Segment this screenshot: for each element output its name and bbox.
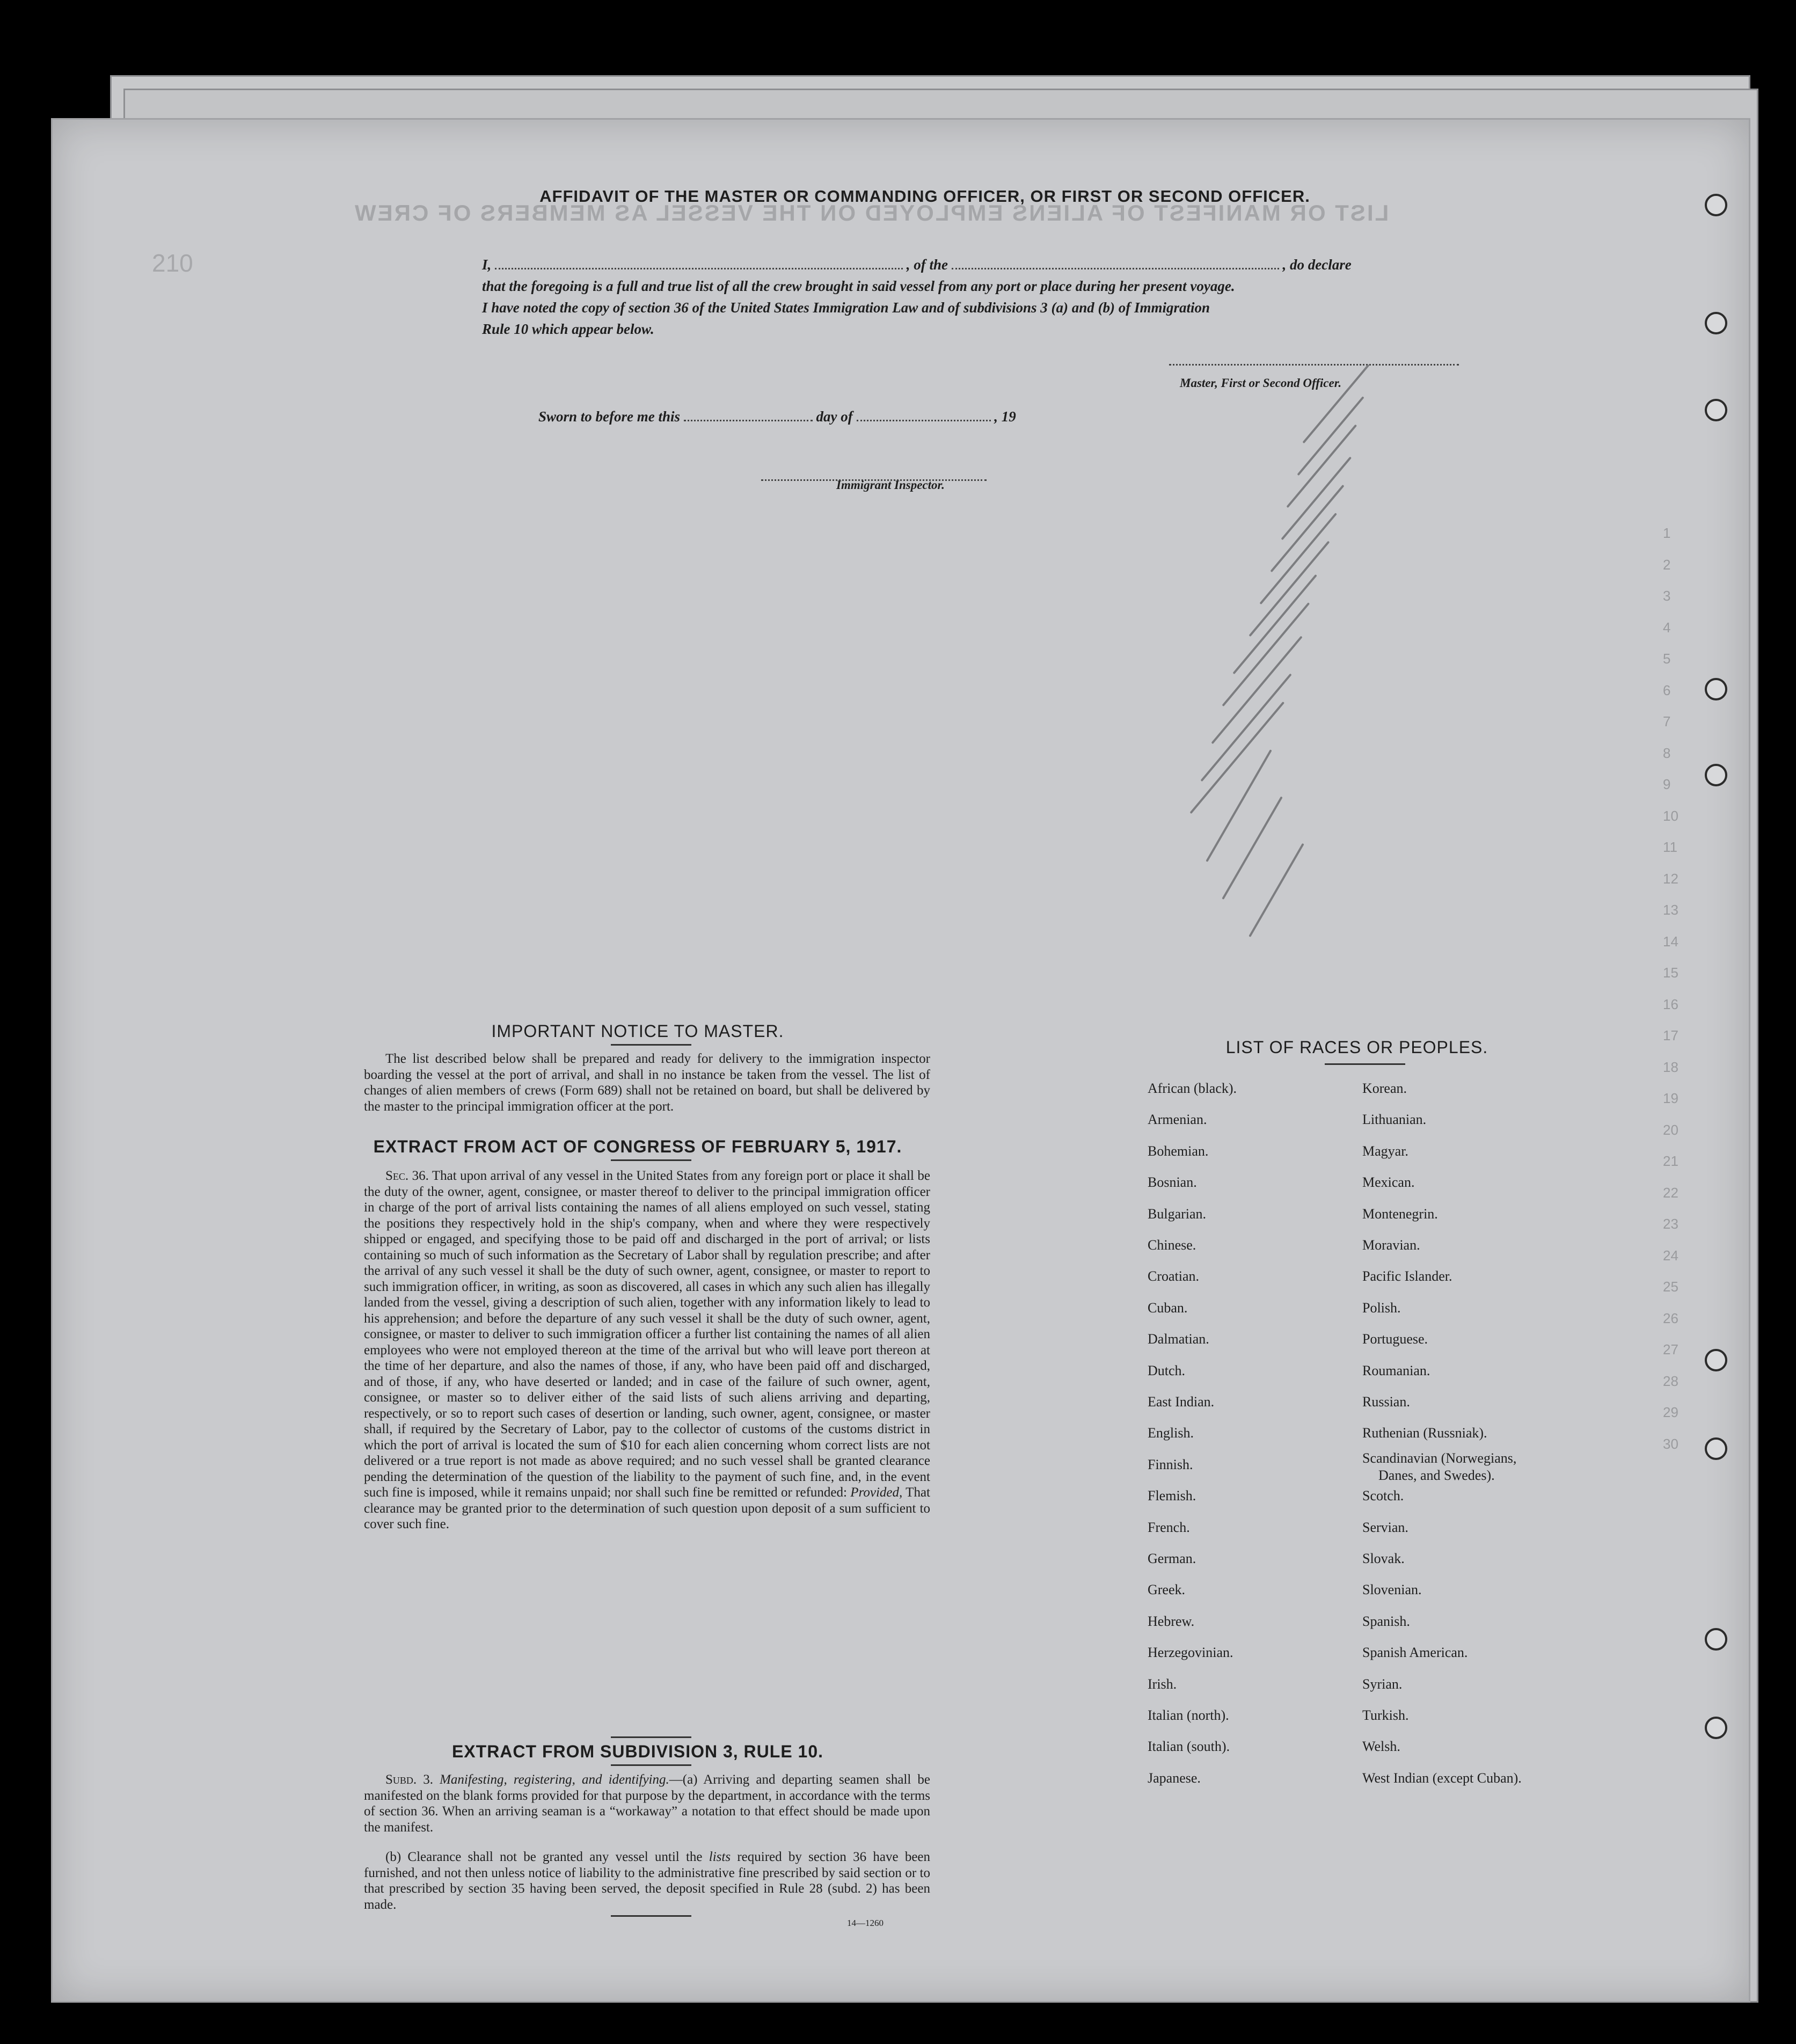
act-extract-title: EXTRACT FROM ACT OF CONGRESS OF FEBRUARY 5, 1917. xyxy=(373,1137,902,1156)
provided-label: Provided, xyxy=(850,1485,903,1500)
ghost-row-number: 27 xyxy=(1663,1341,1678,1357)
race-item: Italian (north). xyxy=(1148,1707,1229,1723)
binder-hole xyxy=(1705,194,1727,216)
race-item: German. xyxy=(1148,1551,1196,1566)
race-item: Armenian. xyxy=(1148,1112,1207,1128)
subd-para-a: —(a) Arriving and departing seamen shall be manifested on the blank forms provided for that purpose by the department, in accordance with the terms of section 36. When an arriving seaman is a “workaway” a notation to that effect should be made upon the manifest. xyxy=(364,1772,930,1835)
pencil-mark xyxy=(1286,425,1357,508)
ghost-row-number: 14 xyxy=(1663,933,1678,950)
ghost-row-number: 26 xyxy=(1663,1310,1678,1326)
affidavit-line-3: I have noted the copy of section 36 of the United States Immigration Law and of subdivisions 3 (a) and (b) of Immigration xyxy=(482,300,1210,316)
race-item: Portuguese. xyxy=(1362,1331,1428,1347)
binder-hole xyxy=(1705,312,1727,334)
affidavit-title: AFFIDAVIT OF THE MASTER OR COMMANDING OFFICER, OR FIRST OR SECOND OFFICER. xyxy=(539,187,1310,206)
race-item: Lithuanian. xyxy=(1362,1112,1427,1128)
race-item: Slovak. xyxy=(1362,1551,1405,1566)
ghost-row-number: 3 xyxy=(1663,588,1671,604)
ghost-row-number: 20 xyxy=(1663,1121,1678,1138)
race-item: African (black). xyxy=(1148,1081,1237,1096)
ghost-row-number: 23 xyxy=(1663,1216,1678,1232)
pencil-mark xyxy=(1249,843,1304,937)
ghost-row-number: 4 xyxy=(1663,619,1671,636)
race-item: Servian. xyxy=(1362,1519,1408,1535)
race-item: French. xyxy=(1148,1519,1190,1535)
race-item: Croatian. xyxy=(1148,1268,1200,1284)
ghost-row-number: 25 xyxy=(1663,1279,1678,1295)
binder-hole xyxy=(1705,1628,1727,1651)
race-item: Flemish. xyxy=(1148,1488,1196,1504)
ghost-row-number: 16 xyxy=(1663,996,1678,1012)
form-number: 14—1260 xyxy=(847,1918,884,1928)
races-title: LIST OF RACES OR PEOPLES. xyxy=(1225,1038,1488,1057)
binder-hole xyxy=(1705,1437,1727,1460)
race-item: Montenegrin. xyxy=(1362,1206,1438,1222)
affidavit-declare: , do declare xyxy=(1282,257,1352,273)
race-item: Ruthenian (Russniak). xyxy=(1362,1425,1487,1441)
race-item: Chinese. xyxy=(1148,1237,1196,1253)
binder-hole xyxy=(1705,764,1727,786)
ghost-row-number: 21 xyxy=(1663,1153,1678,1169)
race-item: Magyar. xyxy=(1362,1143,1408,1159)
inspector-label: Immigrant Inspector. xyxy=(836,478,945,492)
vessel-field[interactable] xyxy=(952,268,1279,269)
race-item: Bosnian. xyxy=(1148,1174,1197,1191)
ghost-row-number: 8 xyxy=(1663,744,1671,761)
race-item: Hebrew. xyxy=(1148,1613,1195,1629)
race-item: Scandinavian (Norwegians, xyxy=(1362,1450,1517,1466)
notice-text: The list described below shall be prepared and ready for delivery to the immigration inspector boarding the vessel at the port of arrival, and shall in no instance be taken from the vessel. The list of changes of alien members of crews (Form 689) shall not be retained on board, but shall be delivered by the master to the principal immigration officer at the port. xyxy=(364,1052,930,1114)
pencil-mark xyxy=(1200,674,1291,782)
race-item: Bohemian. xyxy=(1148,1143,1209,1159)
rule-para-b xyxy=(364,1849,930,1912)
sworn-day-field[interactable] xyxy=(684,420,813,421)
sworn-prefix: Sworn to before me this xyxy=(538,408,681,425)
race-item: Spanish. xyxy=(1362,1613,1410,1629)
race-item: Irish. xyxy=(1148,1676,1177,1692)
ghost-row-number: 5 xyxy=(1663,651,1671,667)
race-item: Bulgarian. xyxy=(1148,1206,1207,1222)
sworn-line xyxy=(538,408,1016,425)
pencil-mark xyxy=(1281,457,1352,541)
race-item: Dalmatian. xyxy=(1148,1331,1209,1347)
sec-label: Sec. 36. xyxy=(385,1169,429,1183)
notice-title-rule xyxy=(611,1044,691,1046)
binder-hole xyxy=(1705,1717,1727,1739)
manifest-page xyxy=(51,118,1750,2003)
act-title-rule xyxy=(611,1159,691,1161)
ghost-row-number: 1 xyxy=(1663,525,1671,541)
notice-title: IMPORTANT NOTICE TO MASTER. xyxy=(491,1021,784,1041)
race-item: Dutch. xyxy=(1148,1362,1186,1378)
ghost-page-number: 210 xyxy=(152,249,193,277)
para-b-prefix: (b) Clearance shall not be granted any vessel until the xyxy=(385,1850,703,1864)
pencil-mark xyxy=(1222,796,1282,900)
ghost-row-number: 12 xyxy=(1663,870,1678,887)
master-label: Master, First or Second Officer. xyxy=(1180,376,1342,390)
affidavit-of-the: , of the xyxy=(906,257,948,273)
race-item: Finnish. xyxy=(1148,1456,1193,1472)
race-item-continuation: Danes, and Swedes). xyxy=(1378,1467,1495,1483)
rule-end-rule xyxy=(611,1915,691,1917)
race-item: East Indian. xyxy=(1148,1394,1215,1410)
binder-hole xyxy=(1705,399,1727,421)
affidavit-line-1 xyxy=(482,257,1459,273)
sworn-month-field[interactable] xyxy=(857,420,991,421)
race-item: Mexican. xyxy=(1362,1174,1415,1191)
pencil-mark xyxy=(1270,485,1344,572)
ghost-row-number: 6 xyxy=(1663,682,1671,698)
race-item: Herzegovinian. xyxy=(1148,1645,1233,1661)
pencil-mark xyxy=(1249,541,1330,637)
sworn-day-label: day of xyxy=(816,408,853,425)
race-item: Japanese. xyxy=(1148,1770,1201,1786)
races-title-rule xyxy=(1325,1063,1405,1065)
pencil-mark xyxy=(1259,513,1337,604)
race-item: Italian (south). xyxy=(1148,1739,1230,1755)
act-end-rule xyxy=(611,1736,691,1738)
subd-label: Subd. 3. xyxy=(385,1772,433,1787)
race-item: Cuban. xyxy=(1148,1300,1188,1316)
pencil-mark xyxy=(1189,702,1284,814)
race-item: Turkish. xyxy=(1362,1707,1409,1723)
binder-hole xyxy=(1705,678,1727,700)
binder-hole xyxy=(1705,1349,1727,1371)
ghost-manifest-title: LIST OR MANIFEST OF ALIENS EMPLOYED ON THE VESSEL AS MEMBERS OF CREW xyxy=(353,200,1389,225)
ghost-row-number: 18 xyxy=(1663,1058,1678,1075)
affidavit-i: I, xyxy=(482,257,492,273)
race-item: West Indian (except Cuban). xyxy=(1362,1770,1522,1786)
ghost-row-number: 17 xyxy=(1663,1027,1678,1043)
act-body: That upon arrival of any vessel in the United States from any foreign port or place it shall be the duty of the owner, agent, consignee, or master thereof to deliver to the principal immigration officer in charge of the port of arrival lists containing the names of all aliens employed on such vessel, stating the positions they respectively hold in the ship's company, when and where they were respectively shipped or engaged, and specifying those to be paid off and discharged in the port of arrival; or lists containing so much of such information as the Secretary of Labor shall by regulation prescribe; and after the arrival of any such vessel it shall be the duty of such owner, agent, consignee, or master to report to such immigration officer, in writing, as soon as discovered, all cases in which any such alien has illegally landed from the vessel, giving a description of such alien, together with any information likely to lead to his apprehension; and before the departure of any such vessel it shall be the duty of such owner, agent, consignee, or master to deliver to such immigration officer a further list containing the names of all alien employees who were not employed thereon at the time of the arrival but who will leave port thereon at the time of her departure, and also the names of those, if any, who have been paid off and discharged, and of those, if any, who have deserted or landed; and in case of the failure of such owner, agent, consignee, or master so to deliver either of the said lists of such aliens arriving and departing, respectively, or so to report such cases of desertion or landing, such owner, agent, consignee, or master shall, if required by the Secretary of Labor, pay to the collector of customs of the customs district in which the port of arrival is located the sum of $10 for each alien concerning whom correct lists are not delivered or a true report is not made as above required; and no such vessel shall be granted clearance pending the determination of the question of the liability to the payment of such fine, and, in the event such fine is imposed, while it remains unpaid; nor shall such fine be remitted or refunded: xyxy=(364,1169,931,1500)
race-item: Scotch. xyxy=(1362,1488,1404,1504)
master-signature-line[interactable] xyxy=(1169,364,1459,366)
race-item: Pacific Islander. xyxy=(1362,1268,1452,1284)
para-b-text: required by section 36 have been furnished, and not then unless notice of liability to the administrative fine prescribed by said section or to that prescribed by section 35 having been served, the deposit specified in Rule 28 (subd. 2) has been made. xyxy=(364,1850,931,1912)
rule-para-a xyxy=(364,1772,930,1835)
ghost-row-number: 9 xyxy=(1663,776,1671,792)
ghost-row-number: 29 xyxy=(1663,1404,1678,1420)
affidavit-line-4: Rule 10 which appear below. xyxy=(482,321,654,337)
race-item: Moravian. xyxy=(1362,1237,1420,1253)
sworn-year: , 19 xyxy=(994,408,1016,425)
race-item: Slovenian. xyxy=(1362,1582,1422,1598)
ghost-row-number: 2 xyxy=(1663,556,1671,573)
race-item: Greek. xyxy=(1148,1582,1186,1598)
ghost-row-number: 24 xyxy=(1663,1247,1678,1264)
ghost-row-number: 19 xyxy=(1663,1090,1678,1106)
ghost-row-number: 30 xyxy=(1663,1435,1678,1452)
rule-extract-title: EXTRACT FROM SUBDIVISION 3, RULE 10. xyxy=(451,1742,824,1761)
race-item: Russian. xyxy=(1362,1394,1410,1410)
act-text xyxy=(364,1168,930,1532)
para-b-lists: lists xyxy=(709,1850,731,1864)
rule-title-rule xyxy=(611,1764,691,1766)
ghost-row-number: 15 xyxy=(1663,965,1678,981)
pencil-mark xyxy=(1211,636,1302,744)
name-field[interactable] xyxy=(495,268,903,269)
ghost-row-number: 7 xyxy=(1663,713,1671,729)
race-item: Korean. xyxy=(1362,1081,1407,1096)
race-item: Polish. xyxy=(1362,1300,1401,1316)
pencil-mark xyxy=(1232,574,1317,674)
race-item: Spanish American. xyxy=(1362,1645,1468,1661)
race-item: Syrian. xyxy=(1362,1676,1403,1692)
subd-heading: Manifesting, registering, and identifying. xyxy=(440,1772,669,1787)
race-item: English. xyxy=(1148,1425,1194,1441)
race-item: Welsh. xyxy=(1362,1739,1400,1755)
race-item: Roumanian. xyxy=(1362,1362,1430,1378)
ghost-row-number: 13 xyxy=(1663,902,1678,918)
act-body-end: That clearance may be granted prior to the determination of such question upon deposit of a sum sufficient to cover such fine. xyxy=(364,1485,930,1531)
ghost-row-number: 11 xyxy=(1663,839,1677,855)
ghost-row-number: 10 xyxy=(1663,807,1678,824)
ghost-row-number: 22 xyxy=(1663,1184,1678,1201)
pencil-mark xyxy=(1206,749,1272,862)
affidavit-line-2: that the foregoing is a full and true list of all the crew brought in said vessel from any port or place during her present voyage. xyxy=(482,278,1235,294)
ghost-row-number: 28 xyxy=(1663,1373,1678,1389)
